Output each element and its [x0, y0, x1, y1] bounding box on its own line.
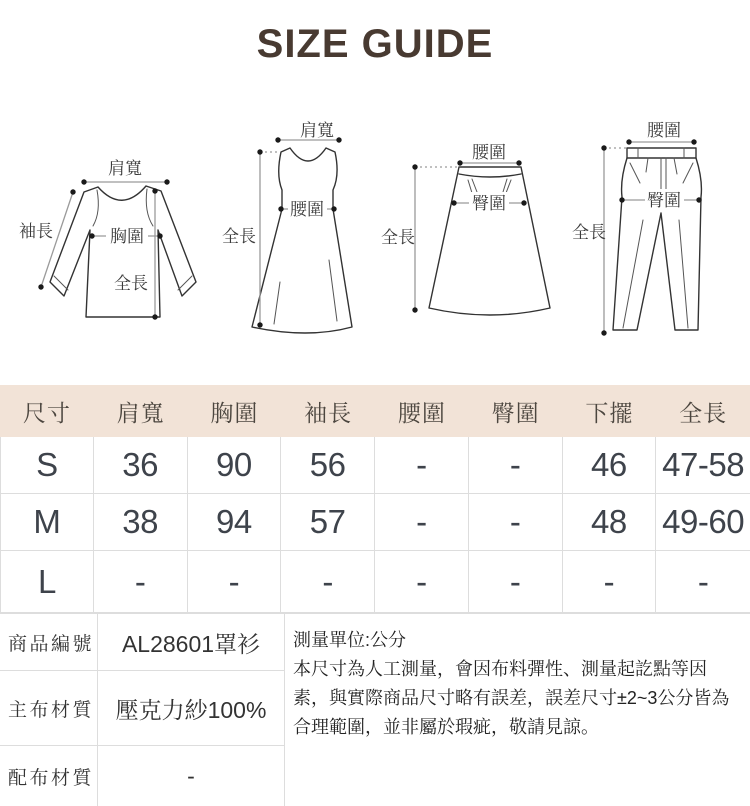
dimension-dot [257, 149, 262, 154]
trim-fabric-label: 配布材質 [0, 746, 98, 806]
product-code-label: 商品編號 [0, 614, 98, 671]
dress-diagram [200, 90, 380, 360]
table-cell: 38 [94, 494, 188, 551]
table-cell: 56 [281, 437, 375, 494]
dimension-dot [601, 145, 606, 150]
shoulder-seam [93, 190, 98, 226]
table-cell: - [375, 437, 469, 494]
table-cell: 48 [563, 494, 657, 551]
table-cell: 49-60 [656, 494, 750, 551]
dimension-dot [257, 322, 262, 327]
dimension-dot [412, 164, 417, 169]
pants-diagram [560, 90, 750, 360]
skirt-diagram [380, 90, 560, 360]
skirt-garment-drawing [380, 90, 560, 360]
dimension-dot [81, 179, 86, 184]
label-full-length: 全長 [572, 223, 606, 242]
table-cell: - [375, 551, 469, 613]
table-cell-size: L [0, 551, 94, 613]
column-header-size: 尺寸 [0, 385, 94, 437]
table-cell: 90 [188, 437, 282, 494]
label-waist: 腰圍 [290, 200, 324, 219]
pleat-mark [472, 179, 477, 192]
table-cell-size: M [0, 494, 94, 551]
column-header-hip: 臀圍 [469, 385, 563, 437]
garment-outline [50, 186, 196, 317]
dimension-dot [164, 179, 169, 184]
label-full-length: 全長 [114, 274, 148, 293]
pleat-mark [674, 158, 677, 174]
dimension-dot [152, 314, 157, 319]
dimension-dot [601, 330, 606, 335]
table-cell-size: S [0, 437, 94, 494]
column-header-hem: 下擺 [563, 385, 657, 437]
dimension-dot [516, 160, 521, 165]
dimension-dot [70, 189, 75, 194]
dimension-dot [89, 233, 94, 238]
shoulder-seam [146, 189, 153, 226]
column-header-chest: 胸圍 [188, 385, 282, 437]
table-cell: 36 [94, 437, 188, 494]
table-cell: - [656, 551, 750, 613]
table-cell: - [94, 551, 188, 613]
garment-outline [613, 148, 701, 330]
measurement-disclaimer: 本尺寸為人工測量，會因布料彈性、測量起訖點等因素，與實際商品尺寸略有誤差，誤差尺寸±2~3公分皆為合理範圍，並非屬於瑕疵，敬請見諒。 [293, 659, 730, 737]
garment-outline [429, 167, 550, 315]
table-cell: 46 [563, 437, 657, 494]
top-garment-drawing [0, 90, 200, 360]
table-cell: 57 [281, 494, 375, 551]
measurement-unit-line: 測量單位:公分 [293, 630, 407, 650]
column-header-waist: 腰圍 [375, 385, 469, 437]
dimension-dot [152, 188, 157, 193]
dimension-dot [157, 233, 162, 238]
column-header-sleeve: 袖長 [281, 385, 375, 437]
dimension-dot [331, 206, 336, 211]
fold-line [274, 282, 280, 324]
label-hip: 臀圍 [472, 194, 506, 213]
pleat-mark [646, 158, 648, 172]
pleat-mark [506, 180, 511, 193]
dimension-dot [336, 137, 341, 142]
dimension-dot [278, 206, 283, 211]
label-waist: 腰圍 [472, 143, 506, 162]
column-header-shoulder: 肩寬 [94, 385, 188, 437]
label-shoulder-width: 肩寬 [108, 159, 142, 178]
table-cell: - [188, 551, 282, 613]
label-shoulder-width: 肩寬 [300, 121, 334, 140]
pocket-slant [630, 163, 640, 183]
main-fabric-label: 主布材質 [0, 671, 98, 746]
table-cell: 47-58 [656, 437, 750, 494]
label-waist: 腰圍 [647, 121, 681, 140]
page-title: SIZE GUIDE [256, 22, 494, 66]
waistband-seam [459, 174, 521, 177]
table-cell: - [469, 437, 563, 494]
product-info-section [0, 613, 750, 806]
pleat-mark [503, 179, 507, 192]
table-cell: 94 [188, 494, 282, 551]
measurement-diagrams [0, 90, 750, 360]
garment-outline [252, 148, 352, 333]
trim-fabric-value: - [98, 746, 285, 806]
dimension-dot [696, 197, 701, 202]
label-hip: 臀圍 [647, 191, 681, 210]
dimension-dot [626, 139, 631, 144]
table-cell: - [281, 551, 375, 613]
dimension-dot [521, 200, 526, 205]
size-table [0, 385, 750, 613]
measurement-note [285, 614, 750, 806]
column-header-length: 全長 [656, 385, 750, 437]
dimension-dot [275, 137, 280, 142]
label-full-length: 全長 [222, 227, 256, 246]
dimension-dot [457, 160, 462, 165]
dimension-dot [412, 307, 417, 312]
pleat-mark [468, 180, 472, 193]
main-fabric-value: 壓克力紗100% [98, 671, 285, 746]
crease-line [623, 220, 643, 328]
label-chest: 胸圍 [110, 227, 144, 246]
table-cell: - [375, 494, 469, 551]
product-code-value: AL28601罩衫 [98, 614, 285, 671]
table-cell: - [563, 551, 657, 613]
pocket-slant [683, 163, 693, 183]
pants-garment-drawing [560, 90, 750, 360]
top-diagram [0, 90, 200, 360]
dimension-dot [38, 284, 43, 289]
table-cell: - [469, 494, 563, 551]
dimension-dot [619, 197, 624, 202]
label-full-length: 全長 [381, 228, 415, 247]
crease-line [679, 220, 688, 328]
dimension-dot [451, 200, 456, 205]
label-sleeve-length: 袖長 [19, 222, 53, 241]
dress-garment-drawing [200, 90, 380, 360]
fold-line [329, 260, 337, 321]
table-cell: - [469, 551, 563, 613]
dimension-dot [691, 139, 696, 144]
